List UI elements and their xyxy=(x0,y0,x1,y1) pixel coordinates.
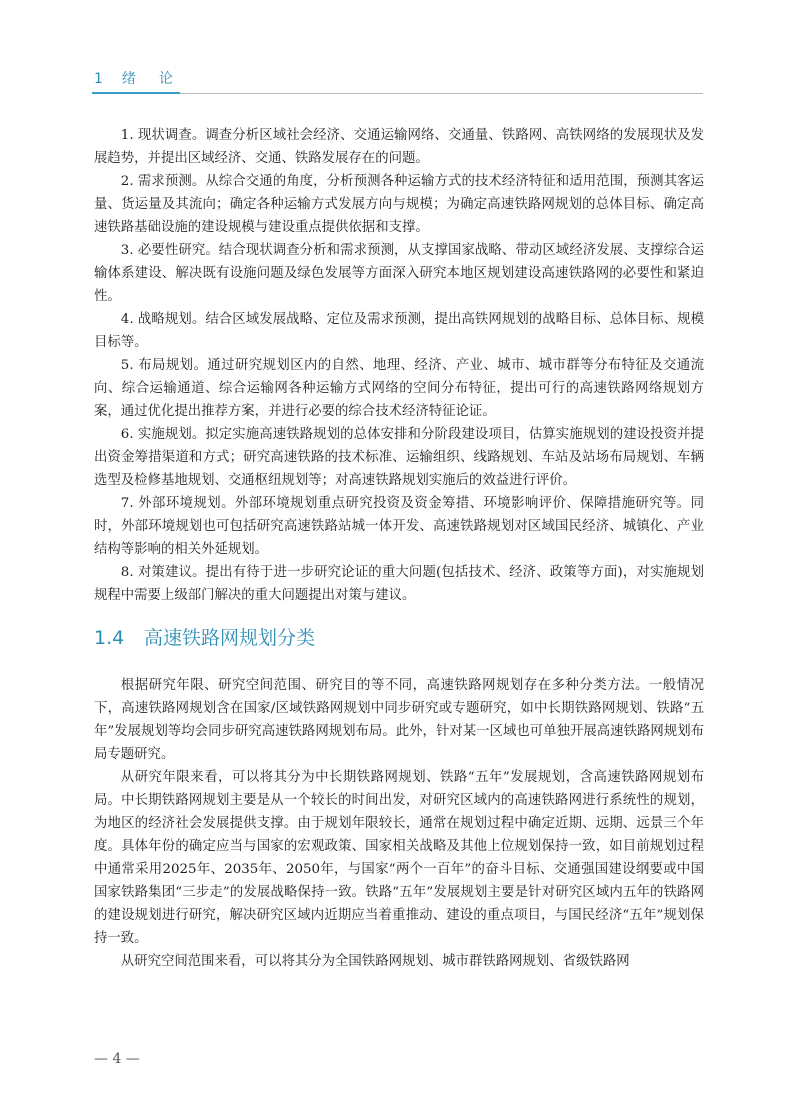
list-item-8: 8. 对策建议。提出有待于进一步研究论证的重大问题(包括技术、经济、政策等方面)，对实施规划规程中需要上级部门解决的重大问题提出对策与建议。 xyxy=(94,565,704,603)
section-paragraph-3: 从研究空间范围来看，可以将其分为全国铁路网规划、城市群铁路网规划、省级铁路网 xyxy=(120,954,630,969)
list-item-5: 5. 布局规划。通过研究规划区内的自然、地理、经济、产业、城市、城市群等分布特征及交通流向、综合运输通道、综合运输网各种运输方式网络的空间分布特征，提出可行的高速铁路网络规划方案，通过优化提出推荐方案，并进行必要的综合技术经济特征论证。 xyxy=(94,358,704,419)
list-item-2: 2. 需求预测。从综合交通的角度，分析预测各种运输方式的技术经济特征和适用范围，预测其客运量、货运量及其流向；确定各种运输方式发展方向与规模；为确定高速铁路网规划的总体目标、确定高速铁路基础设施的建设规模与建设重点提供依据和支撑。 xyxy=(94,174,704,235)
section-paragraph-1: 根据研究年限、研究空间范围、研究目的等不同，高速铁路网规划存在多种分类方法。一般情况下，高速铁路网规划含在国家/区域铁路网规划中同步研究或专题研究，如中长期铁路网规划、铁路“五年”发展规划等均会同步研究高速铁路网规划布局。此外，针对某一区域也可单独开展高速铁路网规划布局专题研究。 xyxy=(94,678,704,762)
chapter-title-char-1: 绪 xyxy=(121,71,137,87)
header-accent-rule xyxy=(92,92,180,94)
list-item-6: 6. 实施规划。拟定实施高速铁路规划的总体安排和分阶段建设项目，估算实施规划的建设投资并提出资金筹措渠道和方式；研究高速铁路的技术标准、运输组织、线路规划、车站及站场布局规划、车辆选型及检修基地规划、交通枢纽规划等；对高速铁路规划实施后的效益进行评价。 xyxy=(94,427,704,488)
section-title: 高速铁路网规划分类 xyxy=(144,627,316,649)
page-body xyxy=(94,124,704,973)
list-item-7: 7. 外部环境规划。外部环境规划重点研究投资及资金筹措、环境影响评价、保障措施研究等。同时，外部环境规划也可包括研究高速铁路站城一体开发、高速铁路规划对区域国民经济、城镇化、产业结构等影响的相关外延规划。 xyxy=(94,496,704,557)
list-item-1: 1. 现状调查。调查分析区域社会经济、交通运输网络、交通量、铁路网、高铁网络的发展现状及发展趋势，并提出区域经济、交通、铁路发展存在的问题。 xyxy=(94,128,704,166)
page-number: — 4 — xyxy=(94,1051,140,1067)
chapter-number: 1 xyxy=(94,71,104,87)
list-item-4: 4. 战略规划。结合区域发展战略、定位及需求预测，提出高铁网规划的战略目标、总体目标、规模目标等。 xyxy=(94,312,704,350)
running-head xyxy=(94,68,174,88)
chapter-title-char-2: 论 xyxy=(158,71,174,87)
section-paragraph-2: 从研究年限来看，可以将其分为中长期铁路网规划、铁路“五年”发展规划，含高速铁路网规划布局。中长期铁路网规划主要是从一个较长的时间出发，对研究区域内的高速铁路网进行系统性的规划，为地区的经济社会发展提供支撑。由于规划年限较长，通常在规划过程中确定近期、远期、远景三个年度。具体年份的确定应当与国家的宏观政策、国家相关战略及其他上位规划保持一致，如目前规划过程中通常采用2025年、2035年、2050年，与国家“两个一百年”的奋斗目标、交通强国建设纲要或中国国家铁路集团“三步走”的发展战略保持一致。铁路“五年”发展规划主要是针对研究区域内五年的铁路网的建设规划进行研究，解决研究区域内近期应当着重推动、建设的重点项目，与国民经济“五年”规划保持一致。 xyxy=(94,770,704,946)
section-heading xyxy=(94,621,704,655)
header-rule xyxy=(180,93,703,94)
list-item-3: 3. 必要性研究。结合现状调查分析和需求预测，从支撑国家战略、带动区域经济发展、支撑综合运输体系建设、解决既有设施问题及绿色发展等方面深入研究本地区规划建设高速铁路网的必要性和紧迫性。 xyxy=(94,243,704,304)
section-number: 1.4 xyxy=(94,627,125,649)
